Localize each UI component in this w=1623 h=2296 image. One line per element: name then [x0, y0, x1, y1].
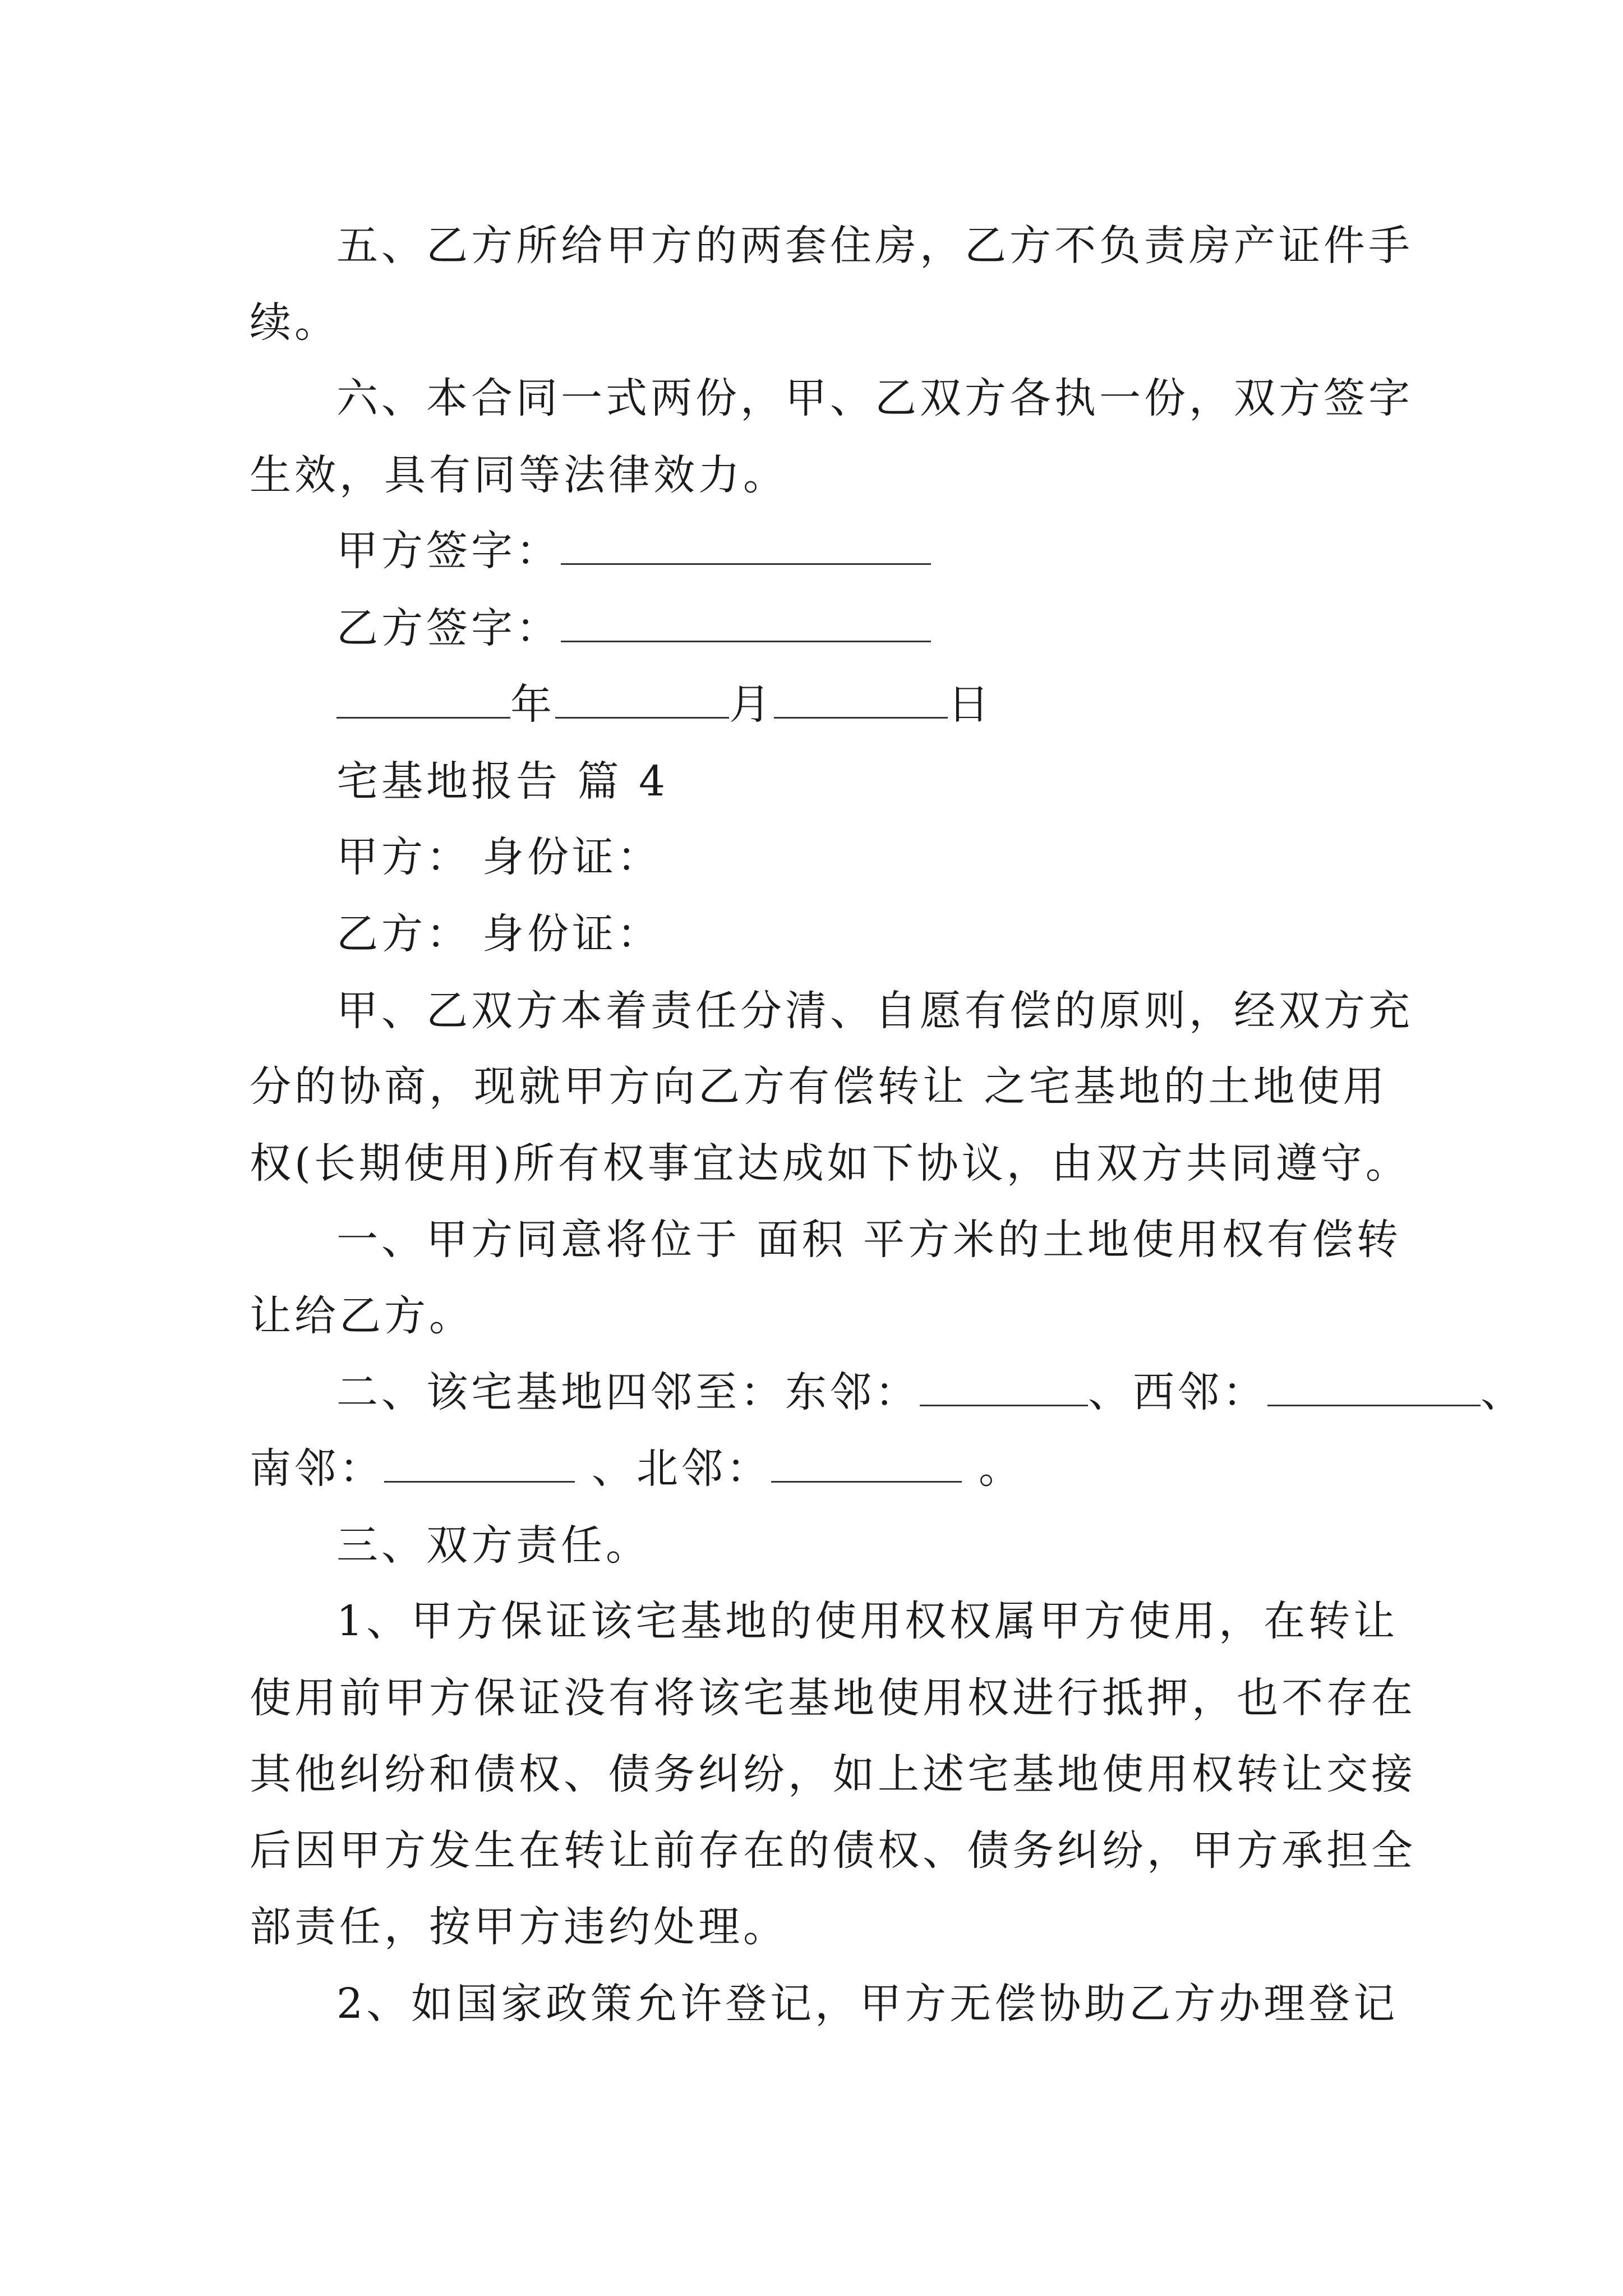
intro-line-1: 甲、乙双方本着责任分清、自愿有偿的原则，经双方充 [336, 987, 1413, 1035]
party-b-id-label: 身份证： [482, 910, 662, 958]
item-3-heading: 三、双方责任。 [336, 1521, 651, 1570]
clause-5-line-1: 五、乙方所给甲方的两套住房，乙方不负责房产证件手 [336, 222, 1413, 270]
responsibility-1-line-5: 部责任，按甲方违约处理。 [250, 1903, 788, 1951]
item-2-period: 。 [979, 1444, 1023, 1493]
party-a-row [336, 829, 1385, 885]
south-neighbor-label: 南邻： [250, 1444, 384, 1493]
item-2-west-label: 、西邻： [1088, 1368, 1267, 1416]
year-label: 年 [510, 680, 555, 729]
item-1-line-2: 让给乙方。 [250, 1292, 474, 1340]
day-label: 日 [948, 680, 993, 729]
item-2-line-1 [336, 1364, 1525, 1420]
item-2-line-2 [250, 1441, 1382, 1497]
item-2-east-label: 二、该宅基地四邻至：东邻： [336, 1368, 920, 1416]
item-1-line-1: 一、甲方同意将位于 面积 平方米的土地使用权有偿转 [336, 1216, 1402, 1264]
responsibility-1-line-3: 其他纠纷和债权、债务纠纷，如上述宅基地使用权转让交接 [250, 1750, 1416, 1798]
party-a-label: 甲方： [336, 833, 471, 881]
responsibility-1-line-4: 后因甲方发生在转让前存在的债权、债务纠纷，甲方承担全 [250, 1826, 1416, 1875]
west-neighbor-blank [1267, 1371, 1481, 1406]
intro-line-2: 分的协商，现就甲方向乙方有偿转让 之宅基地的土地使用 [250, 1062, 1388, 1111]
responsibility-1-line-2: 使用前甲方保证没有将该宅基地使用权进行抵押，也不存在 [250, 1674, 1416, 1722]
clause-6-line-1: 六、本合同一式两份，甲、乙双方各执一份，双方签字 [336, 374, 1413, 422]
party-b-signature-blank [561, 607, 931, 642]
north-neighbor-blank [771, 1447, 962, 1483]
party-a-signature-blank [561, 530, 931, 565]
east-neighbor-blank [920, 1371, 1088, 1406]
party-b-label: 乙方： [336, 910, 471, 958]
north-neighbor-label: 、北邻： [592, 1444, 771, 1493]
clause-5-line-2: 续。 [250, 298, 339, 347]
date-row [336, 677, 1385, 733]
year-blank [336, 683, 510, 719]
clause-6-line-2: 生效，具有同等法律效力。 [250, 451, 788, 499]
south-neighbor-blank [384, 1447, 575, 1483]
responsibility-1-line-1: 1、甲方保证该宅基地的使用权权属甲方使用，在转让 [336, 1597, 1399, 1645]
party-a-id-label: 身份证： [482, 833, 662, 881]
section-title: 宅基地报告 篇 4 [336, 757, 669, 806]
month-label: 月 [729, 680, 774, 729]
responsibility-2-line-1: 2、如国家政策允许登记，甲方无偿协助乙方办理登记 [336, 1980, 1399, 2028]
party-a-signature-row [336, 523, 1385, 579]
party-b-row [336, 906, 1385, 962]
item-2-separator: 、 [1481, 1368, 1525, 1416]
party-a-signature-label: 甲方签字： [336, 527, 561, 575]
party-b-signature-label: 乙方签字： [336, 604, 561, 652]
day-blank [774, 683, 948, 719]
month-blank [555, 683, 729, 719]
party-b-signature-row [336, 600, 1385, 656]
intro-line-3: 权(长期使用)所有权事宜达成如下协议，由双方共同遵守。 [250, 1139, 1410, 1188]
